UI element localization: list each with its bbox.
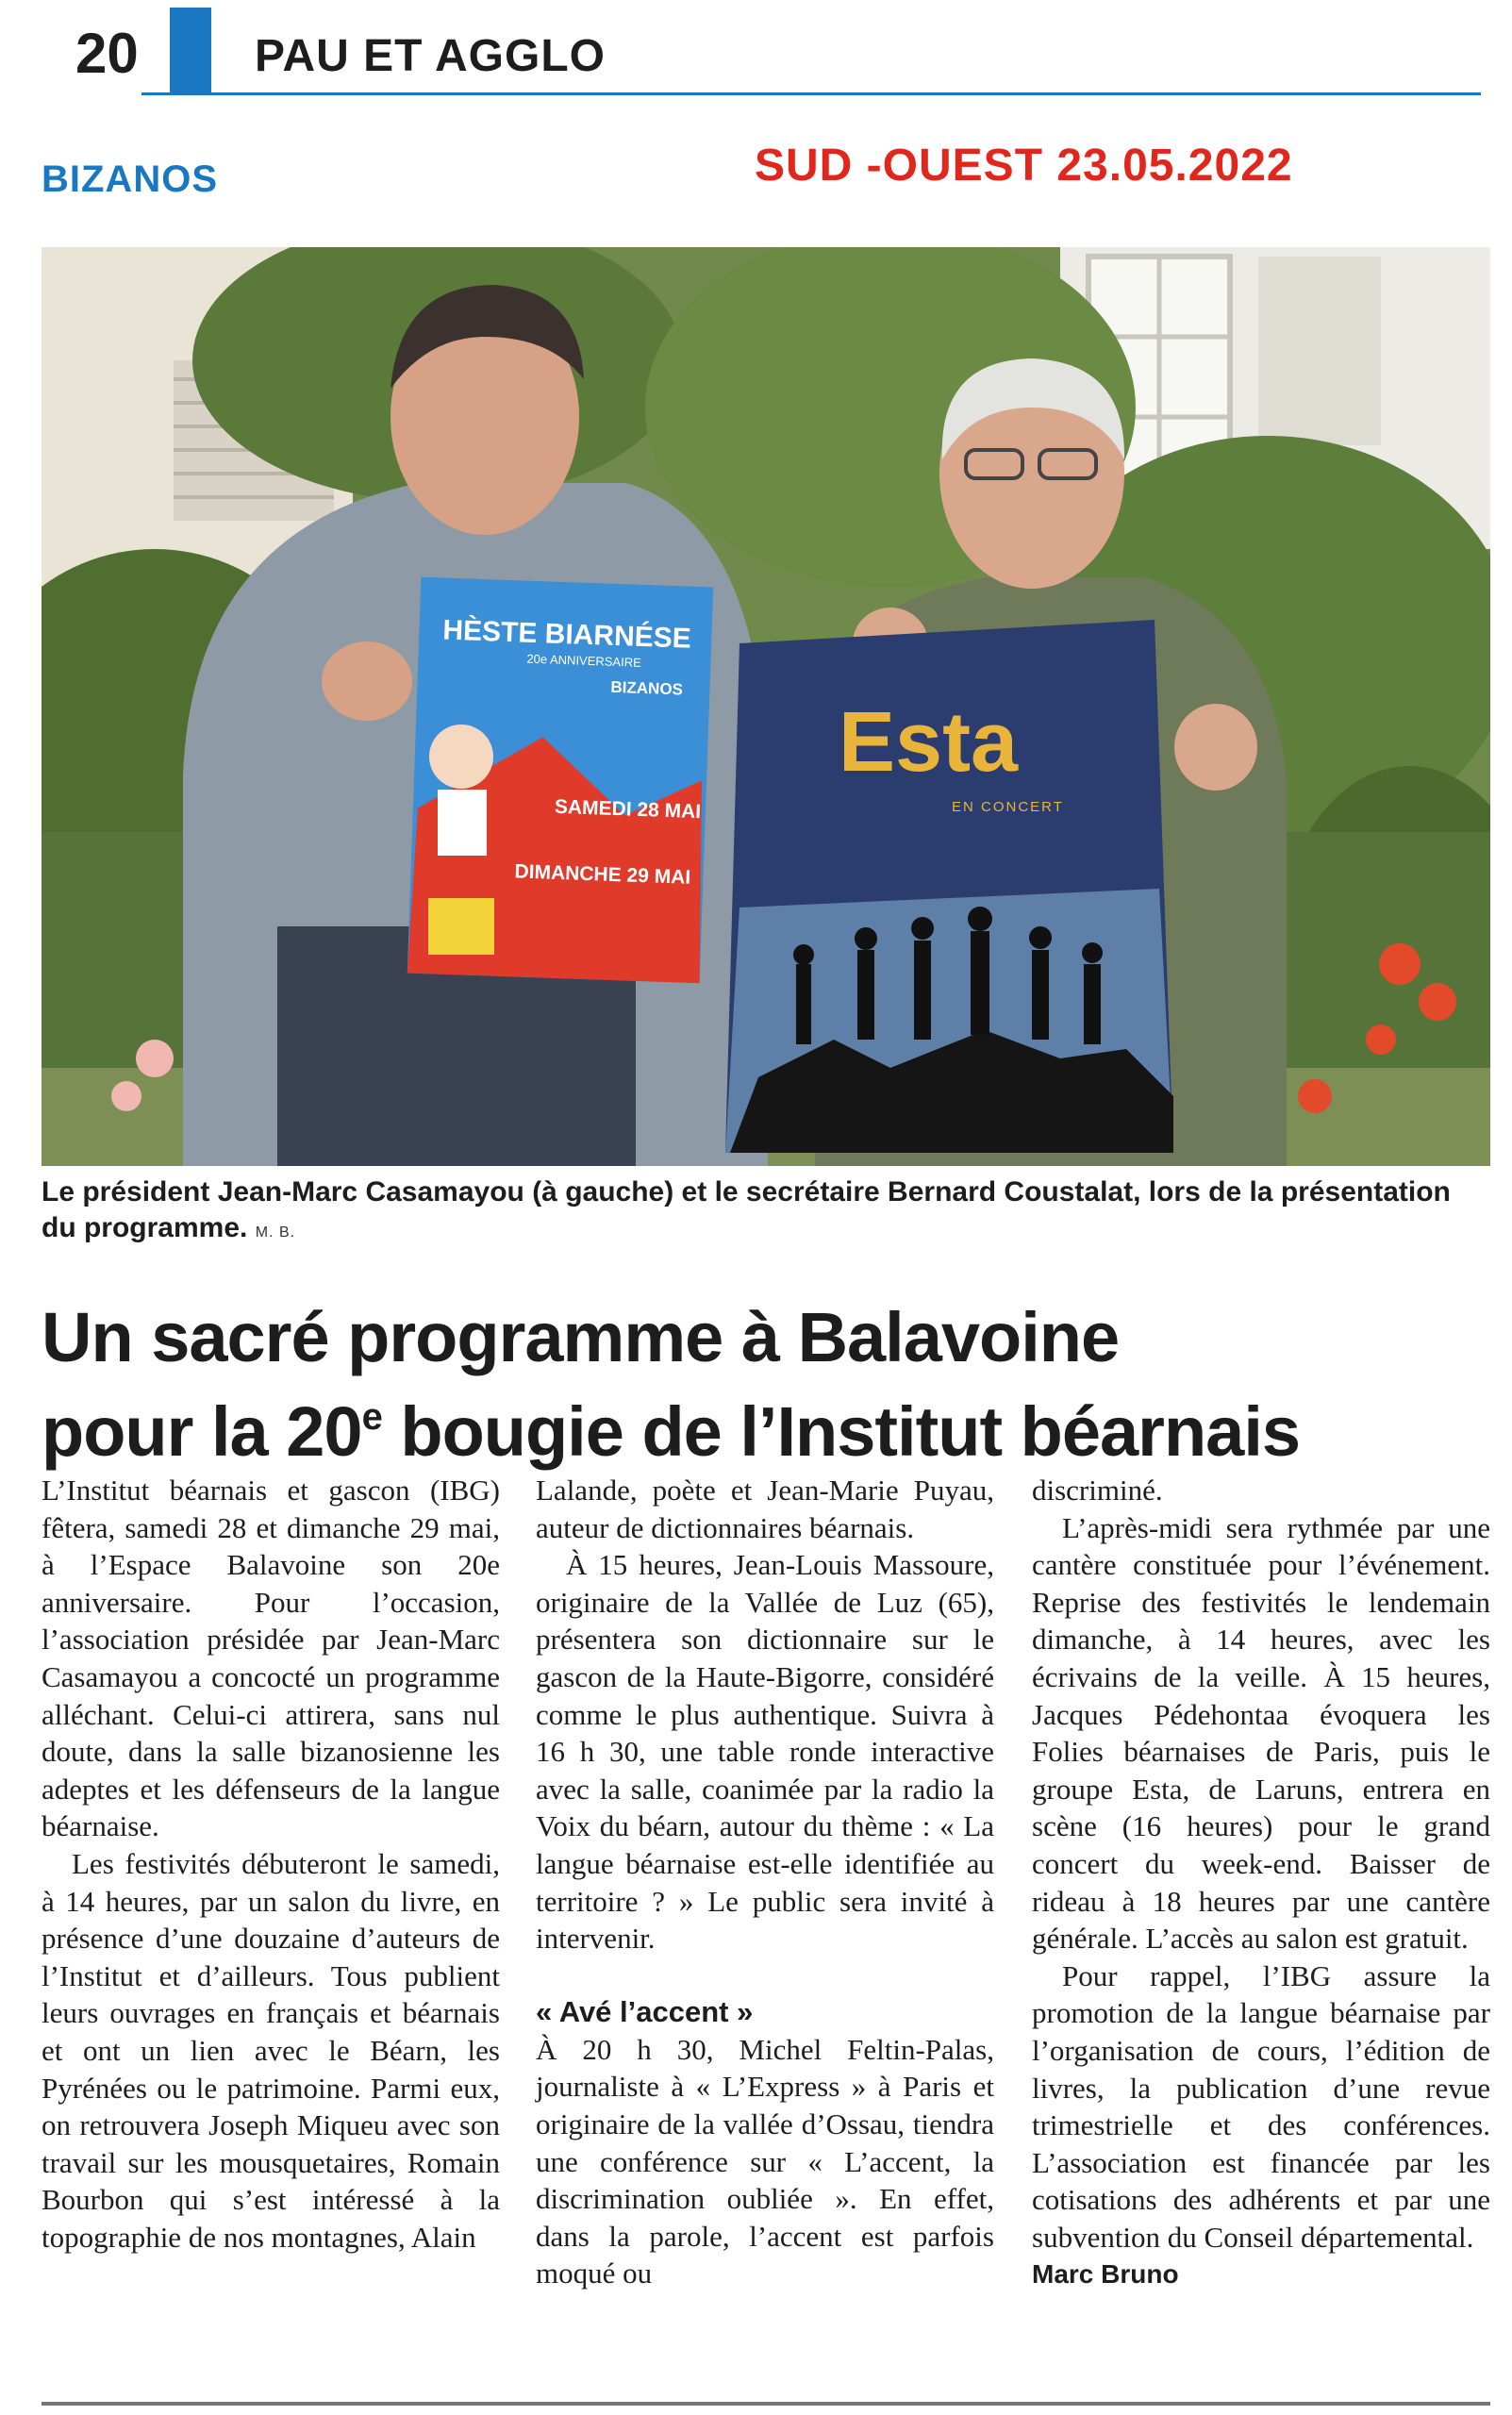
paragraph: À 15 heures, Jean-Louis Massoure, originaire de la Vallée de Luz (65), présentera son dictionnaire sur le gascon de la Haute-Bigorre, considéré comme le plus authentique. Suivra à 16 h 30, une table ronde interactive avec la salle, coanimée par la radio la Voix du béarn, autour du thème : « La langue béarnaise est-elle identifiée au territoire ? » Le public sera invité à intervenir. (536, 1548, 994, 1956)
poster-left-day2: DIMANCHE 29 MAI (514, 860, 691, 889)
headline-line-1: Un sacré programme à Balavoine (42, 1298, 1120, 1376)
header-rule (141, 92, 1481, 95)
paragraph: L’après-midi sera rythmée par une cantère constituée pour l’événement. Reprise des festivités le lendemain dimanche, à 14 heures, avec les écrivains de la veille. À 15 heures, Jacques Pédehontaa évoquera les Folies béarnaises de Paris, puis le groupe Esta, de Laruns, entrera en scène (16 heures) pour le grand concert du week-end. Baisser de rideau à 18 heures par une cantère générale. L’accès au salon est gratuit. (1032, 1510, 1490, 1956)
paragraph: discriminé. (1032, 1474, 1163, 1507)
article-column-3 (1032, 1472, 1490, 2293)
article-column-1 (42, 1472, 500, 2256)
photo-caption (42, 1174, 1490, 1251)
photo-credit: M. B. (255, 1224, 296, 1241)
paragraph: Pour rappel, l’IBG assure la promotion de la langue béarnaise par l’organisation de cours, l’édition de livres, la publication d’une revue trimestrielle et des conférences. L’association est financée par les cotisations des adhérents et par une subvention du Conseil départemental. (1032, 1958, 1490, 2254)
paragraph: À 20 h 30, Michel Feltin-Palas, journaliste à « L’Express » à Paris et originaire de la vallée d’Ossau, tiendra une conférence sur « L’accent, la discrimination oubliée ». En effet, dans la parole, l’accent est parfois moqué ou (536, 2032, 994, 2290)
article-photo (42, 247, 1490, 1166)
page-number: 20 (75, 22, 139, 85)
poster-left-place: BIZANOS (610, 677, 684, 699)
article-headline (42, 1298, 1490, 1472)
poster-right-title: Esta (839, 695, 1019, 790)
poster-esta (725, 620, 1173, 1153)
poster-left-day1: SAMEDI 28 MAI (554, 795, 702, 824)
article-author: Marc Bruno (1032, 2259, 1179, 2290)
paragraph: Les festivités débuteront le samedi, à 14 heures, par un salon du livre, en présence d’une douzaine d’auteurs de l’Institut et d’ailleurs. Tous publient leurs ouvrages en français et béarnais et ont un lien avec le Béarn, les Pyrénées ou le patrimoine. Parmi eux, on retrouvera Joseph Miqueu avec son travail sur les mousquetaires, Romain Bourbon qui s’est intéressé à la topographie de nos montagnes, Alain (42, 1846, 500, 2254)
bottom-rule (42, 2402, 1490, 2406)
article-subhead: « Avé l’accent » (536, 1994, 754, 2028)
poster-left-subtitle: 20e ANNIVERSAIRE (526, 651, 642, 670)
kicker-location: BIZANOS (42, 158, 218, 200)
poster-right-subtitle: EN CONCERT (952, 799, 1064, 815)
article-column-2 (536, 1472, 994, 2292)
page-number-accent-bar (170, 8, 211, 94)
caption-text: Le président Jean-Marc Casamayou (à gauche) et le secrétaire Bernard Coustalat, lors de la présentation du programme. (42, 1176, 1451, 1243)
section-title: PAU ET AGGLO (255, 31, 606, 81)
poster-heste-biarnese (407, 577, 713, 984)
poster-left-title: HÈSTE BIARNÉSE (441, 614, 692, 655)
paragraph: Lalande, poète et Jean-Marie Puyau, auteur de dictionnaires béarnais. (536, 1474, 994, 1544)
headline-line-2: pour la 20e bougie de l’Institut béarnais (42, 1392, 1301, 1471)
paragraph: L’Institut béarnais et gascon (IBG) fêtera, samedi 28 et dimanche 29 mai, à l’Espace Balavoine son 20e anniversaire. Pour l’occasion, l’association présidée par Jean-Marc Casamayou a concocté un programme alléchant. Celui-ci attirera, sans nul doute, dans la salle bizanosienne les adeptes et les défenseurs de la langue béarnaise. (42, 1474, 500, 1843)
source-label: SUD -OUEST 23.05.2022 (755, 141, 1293, 191)
